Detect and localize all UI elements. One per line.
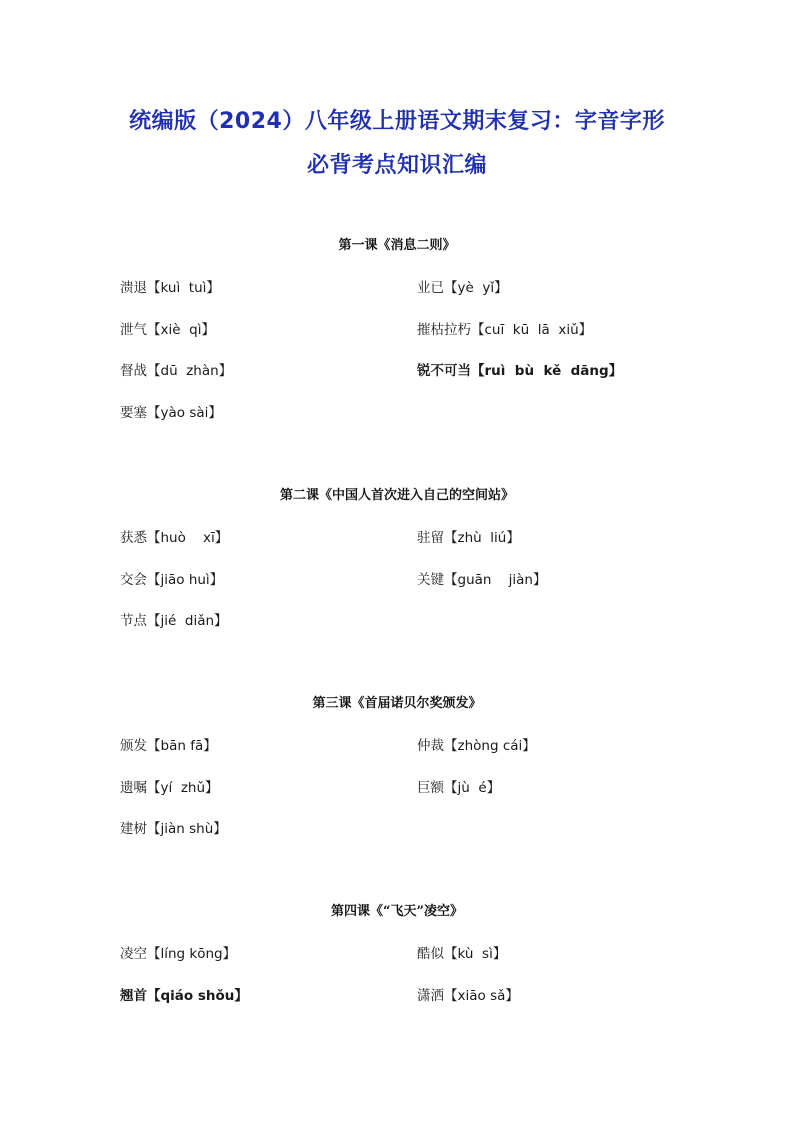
vocab-entry: 遗嘱【yí zhǔ】 — [120, 780, 219, 796]
vocab-entry: 颁发【bān fā】 — [120, 738, 217, 754]
vocab-entry: 关键【guān jiàn】 — [417, 572, 547, 588]
vocab-entry: 节点【jié diǎn】 — [120, 613, 228, 629]
vocab-entry: 凌空【líng kōng】 — [120, 946, 237, 962]
vocab-entry: 业已【yè yǐ】 — [417, 280, 508, 296]
vocab-entry: 建树【jiàn shù】 — [120, 821, 227, 837]
vocab-entry: 酷似【kù sì】 — [417, 946, 507, 962]
vocab-entry: 潇洒【xiāo sǎ】 — [417, 988, 519, 1004]
vocab-entry: 交会【jiāo huì】 — [120, 572, 224, 588]
vocab-entry: 要塞【yào sài】 — [120, 405, 222, 421]
lesson-heading: 第二课《中国人首次进入自己的空间站》 — [279, 488, 514, 503]
vocab-entry: 摧枯拉朽【cuī kū lā xiǔ】 — [417, 322, 593, 338]
vocab-entry: 驻留【zhù liú】 — [417, 530, 520, 546]
lesson-heading: 第一课《消息二则》 — [338, 238, 456, 253]
document-title-line1: 统编版（2024）八年级上册语文期末复习：字音字形 — [129, 109, 665, 134]
lesson-heading: 第三课《首届诺贝尔奖颁发》 — [312, 696, 482, 711]
document-title-line2: 必背考点知识汇编 — [306, 153, 487, 178]
vocab-entry: 泄气【xiè qì】 — [120, 322, 215, 338]
vocab-entry: 巨额【jù é】 — [417, 780, 501, 796]
vocab-entry: 督战【dū zhàn】 — [120, 363, 233, 379]
vocab-entry: 仲裁【zhòng cái】 — [417, 738, 536, 754]
vocab-entry: 溃退【kuì tuì】 — [120, 280, 220, 296]
vocab-entry-bold: 锐不可当【ruì bù kě dāng】 — [417, 363, 623, 379]
vocab-entry-bold: 翘首【qiáo shǒu】 — [120, 988, 248, 1004]
lesson-heading: 第四课《“飞天”凌空》 — [331, 904, 463, 919]
vocab-entry: 获悉【huò xī】 — [120, 530, 229, 546]
